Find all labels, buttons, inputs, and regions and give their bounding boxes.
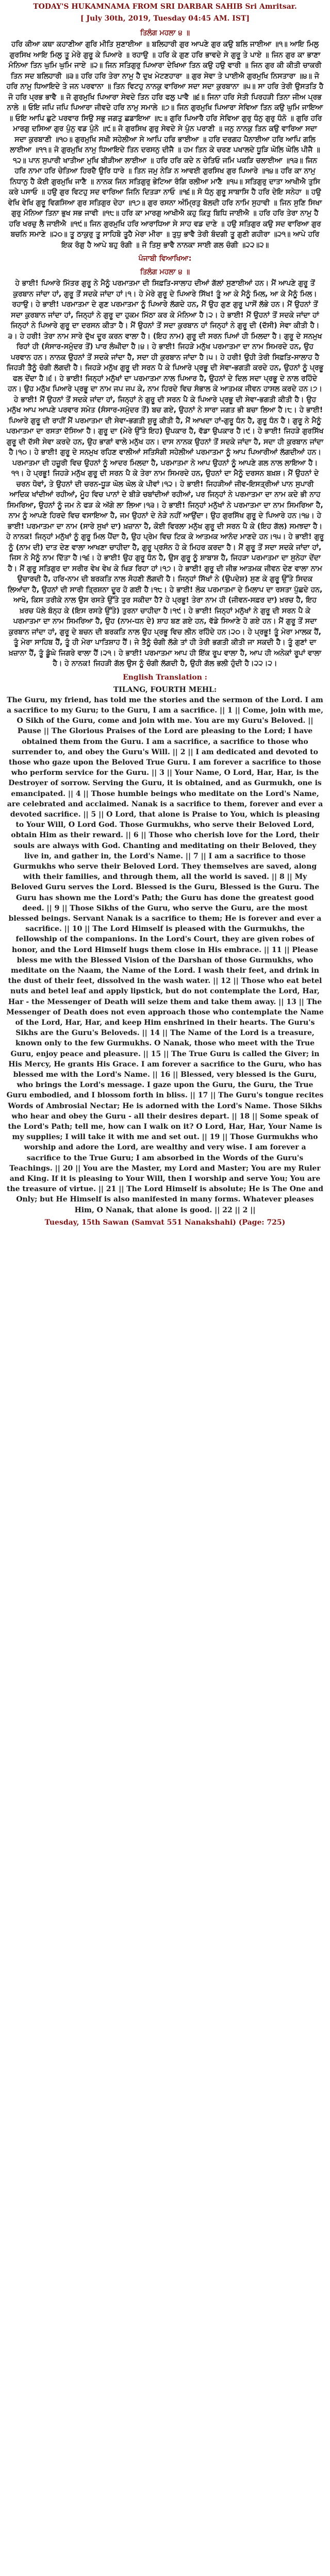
hukamnama-page	[6, 0, 324, 1233]
english-translation-subheading: TILANG, FOURTH MEHL:	[113, 685, 217, 694]
page-footer: Tuesday, 15th Sawan (Samvat 551 Nanakshahi) (Page: 725)	[44, 1218, 286, 1227]
english-translation-heading: English Translation :	[123, 673, 207, 682]
punjabi-explanation-text: ਹੇ ਭਾਈ! ਪਿਆਰੇ ਮਿੱਤਰ ਗੁਰੂ ਨੇ ਮੈਨੂੰ ਪਰਮਾਤਮਾ ਦੀ ਸਿਫ਼ਤਿ-ਸਾਲਾਹ ਦੀਆਂ ਗੱਲਾਂ ਸੁਣਾਈਆਂ ਹਨ। ਮੈਂ ਆਪਣੇ ਗੁਰੂ ਤੋਂ ਕੁਰਬਾਨ ਜਾਂਦਾ ਹਾਂ, ਗੁਰੂ ਤੋਂ ਸਦਕੇ ਜਾਂਦਾ ਹਾਂ।੧। ਹੇ ਮੇਰੇ ਗੁਰੂ ਦੇ ਪਿਆਰੇ ਸਿੱਖ! ਤੂੰ ਆ ਕੇ ਮੈਨੂੰ ਮਿਲ, ਆ ਕੇ ਮੈਨੂੰ ਮਿਲ।ਰਹਾਉ। ਹੇ ਭਾਈ! ਪਰਮਾਤਮਾ ਦੇ ਗੁਣ ਪਰਮਾਤਮਾ ਨੂੰ ਪਿਆਰੇ ਲੱਗਦੇ ਹਨ, ਮੈਂ ਉਹ ਗੁਣ ਗੁਰੂ ਪਾਸੋਂ ਲੱਭੇ ਹਨ। ਮੈਂ ਉਹਨਾਂ ਤੋਂ ਸਦਾ ਕੁਰਬਾਨ ਜਾਂਦਾ ਹਾਂ, ਜਿਨ੍ਹਾਂ ਨੇ ਗੁਰੂ ਦਾ ਹੁਕਮ ਮਿੱਠਾ ਕਰ ਕੇ ਮੰਨਿਆ ਹੈ।੨। ਹੇ ਭਾਈ! ਮੈਂ ਉਹਨਾਂ ਤੋਂ ਸਦਕੇ ਜਾਂਦਾ ਹਾਂ ਜਿਨ੍ਹਾਂ ਨੇ ਪਿਆਰੇ ਗੁਰੂ ਦਾ ਦਰਸਨ ਕੀਤਾ ਹੈ। ਮੈਂ ਉਹਨਾਂ ਤੋਂ ਸਦਾ ਕੁਰਬਾਨ ਹਾਂ ਜਿਨ੍ਹਾਂ ਨੇ ਗੁਰੂ ਦੀ (ਦੱਸੀ) ਸੇਵਾ ਕੀਤੀ ਹੈ।੩। ਹੇ ਹਰੀ! ਤੇਰਾ ਨਾਮ ਸਾਰੇ ਦੁੱਖ ਦੂਰ ਕਰਨ ਵਾਲਾ ਹੈ। (ਇਹ ਨਾਮ) ਗੁਰੂ ਦੀ ਸਰਨ ਪਿਆਂ ਹੀ ਮਿਲਦਾ ਹੈ। ਗੁਰੂ ਦੇ ਸਨਮੁਖ ਰਿਹਾਂ ਹੀ (ਸੰਸਾਰ-ਸਮੁੰਦਰ ਤੋਂ) ਪਾਰ ਲੰਘੀਦਾ ਹੈ।੪। ਹੇ ਭਾਈ! ਜਿਹੜੇ ਮਨੁੱਖ ਪਰਮਾਤਮਾ ਦਾ ਨਾਮ ਸਿਮਰਦੇ ਹਨ, ਉਹ ਪਰਵਾਨ ਹਨ। ਨਾਨਕ ਉਹਨਾਂ ਤੋਂ ਸਦਕੇ ਜਾਂਦਾ ਹੈ, ਸਦਾ ਹੀ ਕੁਰਬਾਨ ਜਾਂਦਾ ਹੈ।੫। ਹੇ ਹਰੀ! ਉਹੀ ਤੇਰੀ ਸਿਫ਼ਤਿ-ਸਾਲਾਹ ਹੈ ਜਿਹੜੀ ਤੈਨੂੰ ਚੰਗੀ ਲੱਗਦੀ ਹੈ। ਜਿਹੜੇ ਮਨੁੱਖ ਗੁਰੂ ਦੀ ਸਰਨ ਪੈ ਕੇ ਪਿਆਰੇ ਪ੍ਰਭੂ ਦੀ ਸੇਵਾ-ਭਗਤੀ ਕਰਦੇ ਹਨ, ਉਹਨਾਂ ਨੂੰ ਪ੍ਰਭੂ ਫਲ ਦੇਂਦਾ ਹੈ।੬। ਹੇ ਭਾਈ! ਜਿਨ੍ਹਾਂ ਮਨੁੱਖਾਂ ਦਾ ਪਰਮਾਤਮਾ ਨਾਲ ਪਿਆਰ ਹੈ, ਉਹਨਾਂ ਦੇ ਦਿਲ ਸਦਾ ਪ੍ਰਭੂ ਦੇ ਨਾਲ ਰਹਿੰਦੇ ਹਨ। ਉਹ ਮਨੁੱਖ ਪਿਆਰੇ ਪ੍ਰਭੂ ਦਾ ਨਾਮ ਜਪ ਜਪ ਕੇ, ਨਾਮ ਹਿਰਦੇ ਵਿਚ ਸੰਭਾਲ ਕੇ ਆਤਮਕ ਜੀਵਨ ਹਾਸਲ ਕਰਦੇ ਹਨ।੭। ਹੇ ਭਾਈ! ਮੈਂ ਉਹਨਾਂ ਤੋਂ ਸਦਕੇ ਜਾਂਦਾ ਹਾਂ, ਜਿਨ੍ਹਾਂ ਨੇ ਗੁਰੂ ਦੀ ਸਰਨ ਪੈ ਕੇ ਪਿਆਰੇ ਪ੍ਰਭੂ ਦੀ ਸੇਵਾ-ਭਗਤੀ ਕੀਤੀ ਹੈ। ਉਹ ਮਨੁੱਖ ਆਪ ਆਪਣੇ ਪਰਵਾਰ ਸਮੇਤ (ਸੰਸਾਰ-ਸਮੁੰਦਰ ਤੋਂ) ਬਚ ਗਏ, ਉਹਨਾਂ ਨੇ ਸਾਰਾ ਜਗਤ ਭੀ ਬਚਾ ਲਿਆ ਹੈ।੮। ਹੇ ਭਾਈ! ਪਿਆਰੇ ਗੁਰੂ ਦੀ ਰਾਹੀਂ ਮੈਂ ਪਰਮਾਤਮਾ ਦੀ ਸੇਵਾ-ਭਗਤੀ ਸ਼ੁਰੂ ਕੀਤੀ ਹੈ, ਮੈਂ ਆਖਦਾ ਹਾਂ-ਗੁਰੂ ਧੰਨ ਹੈ, ਗੁਰੂ ਧੰਨ ਹੈ। ਗੁਰੂ ਨੇ ਮੈਨੂੰ ਪਰਮਾਤਮਾ ਦਾ ਰਸਤਾ ਦੱਸਿਆ ਹੈ। ਗੁਰੂ ਦਾ (ਮੇਰੇ ਉੱਤੇ ਇਹ) ਉਪਕਾਰ ਹੈ, ਵੱਡਾ ਉਪਕਾਰ ਹੈ।੯। ਹੇ ਭਾਈ! ਜਿਹੜੇ ਗੁਰਸਿੱਖ ਗੁਰੂ ਦੀ ਦੱਸੀ ਸੇਵਾ ਕਰਦੇ ਹਨ, ਉਹ ਭਾਗਾਂ ਵਾਲੇ ਮਨੁੱਖ ਹਨ। ਦਾਸ ਨਾਨਕ ਉਹਨਾਂ ਤੋਂ ਸਦਕੇ ਜਾਂਦਾ ਹੈ, ਸਦਾ ਹੀ ਕੁਰਬਾਨ ਜਾਂਦਾ ਹੈ।੧੦। ਹੇ ਭਾਈ! ਗੁਰੂ ਦੇ ਸਨਮੁਖ ਰਹਿਣ ਵਾਲੀਆਂ ਸਤਿਸੰਗੀ ਸਹੇਲੀਆਂ ਪਰਮਾਤਮਾ ਨੂੰ ਆਪ ਪਿਆਰੀਆਂ ਲੱਗਦੀਆਂ ਹਨ। ਪਰਮਾਤਮਾ ਦੀ ਹਜ਼ੂਰੀ ਵਿਚ ਉਹਨਾਂ ਨੂੰ ਆਦਰ ਮਿਲਦਾ ਹੈ, ਪਰਮਾਤਮਾ ਨੇ ਆਪ ਉਹਨਾਂ ਨੂੰ ਆਪਣੇ ਗਲ ਨਾਲ ਲਾਇਆ ਹੈ।੧੧। ਹੇ ਪ੍ਰਭੂ! ਜਿਹੜੇ ਮਨੁੱਖ ਗੁਰੂ ਦੀ ਸਰਨ ਪੈ ਕੇ ਤੇਰਾ ਨਾਮ ਸਿਮਰਦੇ ਹਨ, ਉਹਨਾਂ ਦਾ ਮੈਨੂੰ ਦਰਸਨ ਬਖ਼ਸ਼। ਮੈਂ ਉਹਨਾਂ ਦੇ ਚਰਨ ਧੋਵਾਂ, ਤੇ ਉਹਨਾਂ ਦੀ ਚਰਨ-ਧੂੜ ਘੋਲ ਘੋਲ ਕੇ ਪੀਵਾਂ।੧੨। ਹੇ ਭਾਈ! ਜਿਹੜੀਆਂ ਜੀਵ-ਇਸਤ੍ਰੀਆਂ ਪਾਨ ਸੁਪਾਰੀ ਆਦਿਕ ਖਾਂਦੀਆਂ ਰਹੀਆਂ, ਮੂੰਹ ਵਿਚ ਪਾਨਾਂ ਦੇ ਬੀੜੇ ਚਬਾਂਦੀਆਂ ਰਹੀਆਂ, ਪਰ ਜਿਨ੍ਹਾਂ ਨੇ ਪਰਮਾਤਮਾ ਦਾ ਨਾਮ ਕਦੇ ਭੀ ਨਾਹ ਸਿਮਰਿਆ, ਉਹਨਾਂ ਨੂੰ ਜਮ ਨੇ ਫੜ ਕੇ ਅੱਗੇ ਲਾ ਲਿਆ।੧੩। ਹੇ ਭਾਈ! ਜਿਨ੍ਹਾਂ ਮਨੁੱਖਾਂ ਨੇ ਪਰਮਾਤਮਾ ਦਾ ਨਾਮ ਸਿਮਰਿਆ ਹੈ, ਨਾਮ ਨੂੰ ਆਪਣੇ ਹਿਰਦੇ ਵਿਚ ਵਸਾਇਆ ਹੈ, ਜਮ ਉਹਨਾਂ ਦੇ ਨੇੜੇ ਨਹੀਂ ਆਉਂਦਾ। ਉਹ ਗੁਰਸਿੱਖ ਗੁਰੂ ਦੇ ਪਿਆਰੇ ਹਨ।੧੪। ਹੇ ਭਾਈ! ਪਰਮਾਤਮਾ ਦਾ ਨਾਮ (ਸਾਰੇ ਸੁਖਾਂ ਦਾ) ਖ਼ਜ਼ਾਨਾ ਹੈ, ਕੋਈ ਵਿਰਲਾ ਮਨੁੱਖ ਗੁਰੂ ਦੀ ਸਰਨ ਪੈ ਕੇ (ਇਹ ਗੱਲ) ਸਮਝਦਾ ਹੈ। ਹੇ ਨਾਨਕ! ਜਿਨ੍ਹਾਂ ਮਨੁੱਖਾਂ ਨੂੰ ਗੁਰੂ ਮਿਲ ਪੈਂਦਾ ਹੈ, ਉਹ ਪ੍ਰੇਮ ਵਿਚ ਟਿਕ ਕੇ ਆਤਮਕ ਆਨੰਦ ਮਾਣਦੇ ਹਨ।੧੫। ਹੇ ਭਾਈ! ਗੁਰੂ ਨੂੰ (ਨਾਮ ਦੀ) ਦਾਤ ਦੇਣ ਵਾਲਾ ਆਖਣਾ ਚਾਹੀਦਾ ਹੈ, ਗੁਰੂ ਪ੍ਰਸੰਨ ਹੋ ਕੇ ਮਿਹਰ ਕਰਦਾ ਹੈ। ਮੈਂ ਗੁਰੂ ਤੋਂ ਸਦਾ ਸਦਕੇ ਜਾਂਦਾ ਹਾਂ, ਜਿਸ ਨੇ ਮੈਨੂੰ ਨਾਮ ਦਿੱਤਾ ਹੈ।੧੬। ਹੇ ਭਾਈ! ਉਹ ਗੁਰੂ ਧੰਨ ਹੈ, ਉਸ ਗੁਰੂ ਨੂੰ ਸ਼ਾਬਾਸ਼ ਹੈ, ਜਿਹੜਾ ਪਰਮਾਤਮਾ ਦਾ ਸੁਨੇਹਾ ਦੇਂਦਾ ਹੈ। ਮੈਂ ਗੁਰੂ ਸਤਿਗੁਰ ਦਾ ਸਰੀਰ ਵੇਖ ਵੇਖ ਕੇ ਖਿੜ ਰਿਹਾ ਹਾਂ।੧੭। ਹੇ ਭਾਈ! ਗੁਰੂ ਦੀ ਜੀਭ ਆਤਮਕ ਜੀਵਨ ਦੇਣ ਵਾਲਾ ਨਾਮ ਉਚਾਰਦੀ ਹੈ, ਹਰਿ-ਨਾਮ ਦੀ ਬਰਕਤਿ ਨਾਲ ਸੋਹਣੀ ਲੱਗਦੀ ਹੈ। ਜਿਨ੍ਹਾਂ ਸਿੱਖਾਂ ਨੇ (ਉਪਦੇਸ਼) ਸੁਣ ਕੇ ਗੁਰੂ ਉੱਤੇ ਸਿਦਕ ਲਿਆਂਦਾ ਹੈ, ਉਹਨਾਂ ਦੀ ਸਾਰੀ ਤ੍ਰਿਸ਼ਨਾ ਦੂਰ ਹੋ ਗਈ ਹੈ।੧੮। ਹੇ ਭਾਈ! ਲੋਕ ਪਰਮਾਤਮਾ ਦੇ ਮਿਲਾਪ ਦਾ ਰਸਤਾ ਪੁੱਛਦੇ ਹਨ, ਆਖੋ, ਕਿਸ ਤਰੀਕੇ ਨਾਲ ਉਸ ਰਸਤੇ ਉੱਤੇ ਤੁਰ ਸਕੀਦਾ ਹੈ? ਹੇ ਪ੍ਰਭੂ! ਤੇਰਾ ਨਾਮ ਹੀ (ਜੀਵਨ-ਸਫ਼ਰ ਦਾ) ਖ਼ਰਚ ਹੈ, ਇਹ ਖ਼ਰਚ ਪੱਲੇ ਬੰਨ੍ਹ ਕੇ (ਇਸ ਰਸਤੇ ਉੱਤੇ) ਤੁਰਨਾ ਚਾਹੀਦਾ ਹੈ।੧੯। ਹੇ ਭਾਈ! ਜਿਨ੍ਹਾਂ ਮਨੁੱਖਾਂ ਨੇ ਗੁਰੂ ਦੀ ਸਰਨ ਪੈ ਕੇ ਪਰਮਾਤਮਾ ਦਾ ਨਾਮ ਸਿਮਰਿਆ ਹੈ, ਉਹ (ਨਾਮ-ਧਨ ਦੇ) ਸ਼ਾਹ ਬਣ ਗਏ ਹਨ, ਵੱਡੇ ਸਿਆਣੇ ਹੋ ਗਏ ਹਨ। ਮੈਂ ਗੁਰੂ ਤੋਂ ਸਦਾ ਕੁਰਬਾਨ ਜਾਂਦਾ ਹਾਂ, ਗੁਰੂ ਦੇ ਬਚਨ ਦੀ ਬਰਕਤਿ ਨਾਲ ਉਹ ਪ੍ਰਭੂ ਵਿਚ ਲੀਨ ਰਹਿੰਦੇ ਹਨ।੨੦। ਹੇ ਪ੍ਰਭੂ! ਤੂੰ ਮੇਰਾ ਮਾਲਕ ਹੈਂ, ਤੂੰ ਮੇਰਾ ਸਾਹਿਬ ਹੈਂ, ਤੂੰ ਹੀ ਮੇਰਾ ਪਾਤਿਸ਼ਾਹ ਹੈਂ। ਜੇ ਤੈਨੂੰ ਚੰਗੀ ਲੱਗੇ ਤਾਂ ਹੀ ਤੇਰੀ ਭਗਤੀ ਕੀਤੀ ਜਾ ਸਕਦੀ ਹੈ। ਤੂੰ ਗੁਣਾਂ ਦਾ ਖ਼ਜ਼ਾਨਾ ਹੈਂ, ਤੂੰ ਡੂੰਘੇ ਜਿਗਰੇ ਵਾਲਾ ਹੈਂ।੨੧। ਹੇ ਭਾਈ! ਪਰਮਾਤਮਾ ਆਪ ਹੀ ਇੱਕ ਰੂਪ ਵਾਲਾ ਹੈ, ਆਪ ਹੀ ਅਨੇਕਾਂ ਰੂਪਾਂ ਵਾਲਾ ਹੈ। ਹੇ ਨਾਨਕ! ਜਿਹੜੀ ਗੱਲ ਉਸ ਨੂੰ ਚੰਗੀ ਲੱਗਦੀ ਹੈ, ਉਹੀ ਗੱਲ ਭਲੀ ਹੁੰਦੀ ਹੈ।੨੨।੨।	[6, 279, 324, 668]
page-title: TODAY'S HUKAMNAMA FROM SRI DARBAR SAHIB Sri Amritsar.	[33, 3, 297, 11]
gurbani-heading: ਤਿਲੰਗ ਮਹਲਾ ੪ ॥	[140, 29, 190, 37]
gurbani-text: ਹਰਿ ਕੀਆ ਕਥਾ ਕਹਾਣੀਆ ਗੁਰਿ ਮੀਤਿ ਸੁਣਾਈਆ ॥ ਬਲਿਹਾਰੀ ਗੁਰ ਆਪਣੇ ਗੁਰ ਕਉ ਬਲਿ ਜਾਈਆ ॥੧॥ ਆਇ ਮਿਲੁ ਗੁਰਸਿਖ ਆਇ ਮਿਲੁ ਤੂ ਮੇਰੇ ਗੁਰੂ ਕੇ ਪਿਆਰੇ ॥ ਰਹਾਉ ॥ ਹਰਿ ਕੇ ਗੁਣ ਹਰਿ ਭਾਵਦੇ ਸੇ ਗੁਰੂ ਤੇ ਪਾਏ ॥ ਜਿਨ ਗੁਰ ਕਾ ਭਾਣਾ ਮੰਨਿਆ ਤਿਨ ਘੁਮਿ ਘੁਮਿ ਜਾਏ ॥੨॥ ਜਿਨ ਸਤਿਗੁਰੁ ਪਿਆਰਾ ਦੇਖਿਆ ਤਿਨ ਕਉ ਹਉ ਵਾਰੀ ॥ ਜਿਨ ਗੁਰ ਕੀ ਕੀਤੀ ਚਾਕਰੀ ਤਿਨ ਸਦ ਬਲਿਹਾਰੀ ॥੩॥ ਹਰਿ ਹਰਿ ਤੇਰਾ ਨਾਮੁ ਹੈ ਦੁਖ ਮੇਟਣਹਾਰਾ ॥ ਗੁਰ ਸੇਵਾ ਤੇ ਪਾਈਐ ਗੁਰਮੁਖਿ ਨਿਸਤਾਰਾ ॥੪॥ ਜੋ ਹਰਿ ਨਾਮੁ ਧਿਆਇਦੇ ਤੇ ਜਨ ਪਰਵਾਨਾ ॥ ਤਿਨ ਵਿਟਹੁ ਨਾਨਕੁ ਵਾਰਿਆ ਸਦਾ ਸਦਾ ਕੁਰਬਾਨਾ ॥੫॥ ਸਾ ਹਰਿ ਤੇਰੀ ਉਸਤਤਿ ਹੈ ਜੋ ਹਰਿ ਪ੍ਰਭ ਭਾਵੈ ॥ ਜੋ ਗੁਰਮੁਖਿ ਪਿਆਰਾ ਸੇਵਦੇ ਤਿਨ ਹਰਿ ਫਲੁ ਪਾਵੈ ॥੬॥ ਜਿਨਾ ਹਰਿ ਸੇਤੀ ਪਿਰਹੜੀ ਤਿਨਾ ਜੀਅ ਪ੍ਰਭ ਨਾਲੇ ॥ ਓਇ ਜਪਿ ਜਪਿ ਪਿਆਰਾ ਜੀਵਦੇ ਹਰਿ ਨਾਮੁ ਸਮਾਲੇ ॥੭॥ ਜਿਨ ਗੁਰਮੁਖਿ ਪਿਆਰਾ ਸੇਵਿਆ ਤਿਨ ਕਉ ਘੁਮਿ ਜਾਇਆ ॥ ਓਇ ਆਪਿ ਛੁਟੇ ਪਰਵਾਰ ਸਿਉ ਸਭੁ ਜਗਤੁ ਛਡਾਇਆ ॥੮॥ ਗੁਰਿ ਪਿਆਰੈ ਹਰਿ ਸੇਵਿਆ ਗੁਰੁ ਧੰਨੁ ਗੁਰੁ ਧੰਨੋ ॥ ਗੁਰਿ ਹਰਿ ਮਾਰਗੁ ਦਸਿਆ ਗੁਰ ਪੁੰਨੁ ਵਡ ਪੁੰਨੋ ॥੯॥ ਜੋ ਗੁਰਸਿਖ ਗੁਰੁ ਸੇਵਦੇ ਸੇ ਪੁੰਨ ਪਰਾਣੀ ॥ ਜਨੁ ਨਾਨਕੁ ਤਿਨ ਕਉ ਵਾਰਿਆ ਸਦਾ ਸਦਾ ਕੁਰਬਾਣੀ ॥੧੦॥ ਗੁਰਮੁਖਿ ਸਖੀ ਸਹੇਲੀਆ ਸੇ ਆਪਿ ਹਰਿ ਭਾਈਆ ॥ ਹਰਿ ਦਰਗਹ ਪੈਨਾਈਆ ਹਰਿ ਆਪਿ ਗਲਿ ਲਾਈਆ ॥੧੧॥ ਜੋ ਗੁਰਮੁਖਿ ਨਾਮੁ ਧਿਆਇਦੇ ਤਿਨ ਦਰਸਨੁ ਦੀਜੈ ॥ ਹਮ ਤਿਨ ਕੇ ਚਰਣ ਪਖਾਲਦੇ ਧੂੜਿ ਘੋਲਿ ਘੋਲਿ ਪੀਜੈ ॥੧੨॥ ਪਾਨ ਸੁਪਾਰੀ ਖਾਤੀਆ ਮੁਖਿ ਬੀੜੀਆ ਲਾਈਆ ॥ ਹਰਿ ਹਰਿ ਕਦੇ ਨ ਚੇਤਿਓ ਜਮਿ ਪਕੜਿ ਚਲਾਈਆ ॥੧੩॥ ਜਿਨ ਹਰਿ ਨਾਮਾ ਹਰਿ ਚੇਤਿਆ ਹਿਰਦੈ ਉਰਿ ਧਾਰੇ ॥ ਤਿਨ ਜਮੁ ਨੇੜਿ ਨ ਆਵਈ ਗੁਰਸਿਖ ਗੁਰ ਪਿਆਰੇ ॥੧੪॥ ਹਰਿ ਕਾ ਨਾਮੁ ਨਿਧਾਨੁ ਹੈ ਕੋਈ ਗੁਰਮੁਖਿ ਜਾਣੈ ॥ ਨਾਨਕ ਜਿਨ ਸਤਿਗੁਰੁ ਭੇਟਿਆ ਰੰਗਿ ਰਲੀਆ ਮਾਣੈ ॥੧੫॥ ਸਤਿਗੁਰੁ ਦਾਤਾ ਆਖੀਐ ਤੁਸਿ ਕਰੇ ਪਸਾਓ ॥ ਹਉ ਗੁਰ ਵਿਟਹੁ ਸਦ ਵਾਰਿਆ ਜਿਨਿ ਦਿਤੜਾ ਨਾਓ ॥੧੬॥ ਸੋ ਧੰਨੁ ਗੁਰੂ ਸਾਬਾਸਿ ਹੈ ਹਰਿ ਦੇਇ ਸਨੇਹਾ ॥ ਹਉ ਵੇਖਿ ਵੇਖਿ ਗੁਰੂ ਵਿਗਸਿਆ ਗੁਰ ਸਤਿਗੁਰ ਦੇਹਾ ॥੧੭॥ ਗੁਰ ਰਸਨਾ ਅੰਮ੍ਰਿਤੁ ਬੋਲਦੀ ਹਰਿ ਨਾਮਿ ਸੁਹਾਵੀ ॥ ਜਿਨ ਸੁਣਿ ਸਿਖਾ ਗੁਰੁ ਮੰਨਿਆ ਤਿਨਾ ਭੁਖ ਸਭ ਜਾਵੀ ॥੧੮॥ ਹਰਿ ਕਾ ਮਾਰਗੁ ਆਖੀਐ ਕਹੁ ਕਿਤੁ ਬਿਧਿ ਜਾਈਐ ॥ ਹਰਿ ਹਰਿ ਤੇਰਾ ਨਾਮੁ ਹੈ ਹਰਿ ਖਰਚੁ ਲੈ ਜਾਈਐ ॥੧੯॥ ਜਿਨ ਗੁਰਮੁਖਿ ਹਰਿ ਆਰਾਧਿਆ ਸੇ ਸਾਹ ਵਡ ਦਾਣੇ ॥ ਹਉ ਸਤਿਗੁਰ ਕਉ ਸਦ ਵਾਰਿਆ ਗੁਰ ਬਚਨਿ ਸਮਾਣੇ ॥੨੦॥ ਤੂ ਠਾਕੁਰੁ ਤੂ ਸਾਹਿਬੋ ਤੂਹੈ ਮੇਰਾ ਮੀਰਾ ॥ ਤੁਧੁ ਭਾਵੈ ਤੇਰੀ ਬੰਦਗੀ ਤੂ ਗੁਣੀ ਗਹੀਰਾ ॥੨੧॥ ਆਪੇ ਹਰਿ ਇਕ ਰੰਗੁ ਹੈ ਆਪੇ ਬਹੁ ਰੰਗੀ ॥ ਜੋ ਤਿਸੁ ਭਾਵੈ ਨਾਨਕਾ ਸਾਈ ਗਲ ਚੰਗੀ ॥੨੨॥੨॥	[6, 40, 324, 249]
page-date: [ July 30th, 2019, Tuesday 04:45 AM. IST]	[80, 14, 250, 23]
punjabi-explanation-subheading: ਤਿਲੰਗ ਮਹਲਾ ੪ ॥	[140, 268, 190, 276]
punjabi-explanation-heading: ਪੰਜਾਬੀ ਵਿਆਖਿਆ:	[138, 255, 192, 263]
english-translation-text: The Guru, my friend, has told me the stories and the sermon of the Lord. I am a sacrifice to my Guru; to the Guru, I am a sacrifice. || 1 || Come, join with me, O Sikh of the Guru, come and join with me. You are my Guru's Beloved. || Pause || The Glorious Praises of the Lord are pleasing to the Lord; I have obtained them from the Guru. I am a sacrifice, a sacrifice to those who surrender to, and obey the Guru's Will. || 2 || I am dedicated and devoted to those who gaze upon the Beloved True Guru. I am forever a sacrifice to those who perform service for the Guru. || 3 || Your Name, O Lord, Har, Har, is the Destroyer of sorrow. Serving the Guru, it is obtained, and as Gurmukh, one is emancipated. || 4 || Those humble beings who meditate on the Lord's Name, are celebrated and acclaimed. Nanak is a sacrifice to them, forever and ever a devoted sacrifice. || 5 || O Lord, that alone is Praise to You, which is pleasing to Your Will, O Lord God. Those Gurmukhs, who serve their Beloved Lord, obtain Him as their reward. || 6 || Those who cherish love for the Lord, their souls are always with God. Chanting and meditating on their Beloved, they live in, and gather in, the Lord's Name. || 7 || I am a sacrifice to those Gurmukhs who serve their Beloved Lord. They themselves are saved, along with their families, and through them, all the world is saved. || 8 || My Beloved Guru serves the Lord. Blessed is the Guru, Blessed is the Guru. The Guru has shown me the Lord's Path; the Guru has done the greatest good deed. || 9 || Those Sikhs of the Guru, who serve the Guru, are the most blessed beings. Servant Nanak is a sacrifice to them; He is forever and ever a sacrifice. || 10 || The Lord Himself is pleased with the Gurmukhs, the fellowship of the companions. In the Lord's Court, they are given robes of honor, and the Lord Himself hugs them close in His embrace. || 11 || Please bless me with the Blessed Vision of the Darshan of those Gurmukhs, who meditate on the Naam, the Name of the Lord. I wash their feet, and drink in the dust of their feet, dissolved in the wash water. || 12 || Those who eat betel nuts and betel leaf and apply lipstick, but do not contemplate the Lord, Har, Har - the Messenger of Death will seize them and take them away. || 13 || The Messenger of Death does not even approach those who contemplate the Name of the Lord, Har, Har, and keep Him enshrined in their hearts. The Guru's Sikhs are the Guru's Beloveds. || 14 || The Name of the Lord is a treasure, known only to the few Gurmukhs. O Nanak, those who meet with the True Guru, enjoy peace and pleasure. || 15 || The True Guru is called the Giver; in His Mercy, He grants His Grace. I am forever a sacrifice to the Guru, who has blessed me with the Lord's Name. || 16 || Blessed, very blessed is the Guru, who brings the Lord's message. I gaze upon the Guru, the Guru, the True Guru embodied, and I blossom forth in bliss. || 17 || The Guru's tongue recites Words of Ambrosial Nectar; He is adorned with the Lord's Name. Those Sikhs who hear and obey the Guru - all their desires depart. || 18 || Some speak of the Lord's Path; tell me, how can I walk on it? O Lord, Har, Har, Your Name is my supplies; I will take it with me and set out. || 19 || Those Gurmukhs who worship and adore the Lord, are wealthy and very wise. I am forever a sacrifice to the True Guru; I am absorbed in the Words of the Guru's Teachings. || 20 || You are the Master, my Lord and Master; You are my Ruler and King. If it is pleasing to Your Will, then I worship and serve You; You are the treasure of virtue. || 21 || The Lord Himself is absolute; He is The One and Only; but He Himself is also manifested in many forms. Whatever pleases Him, O Nanak, that alone is good. || 22 || 2 ||	[6, 696, 324, 1214]
